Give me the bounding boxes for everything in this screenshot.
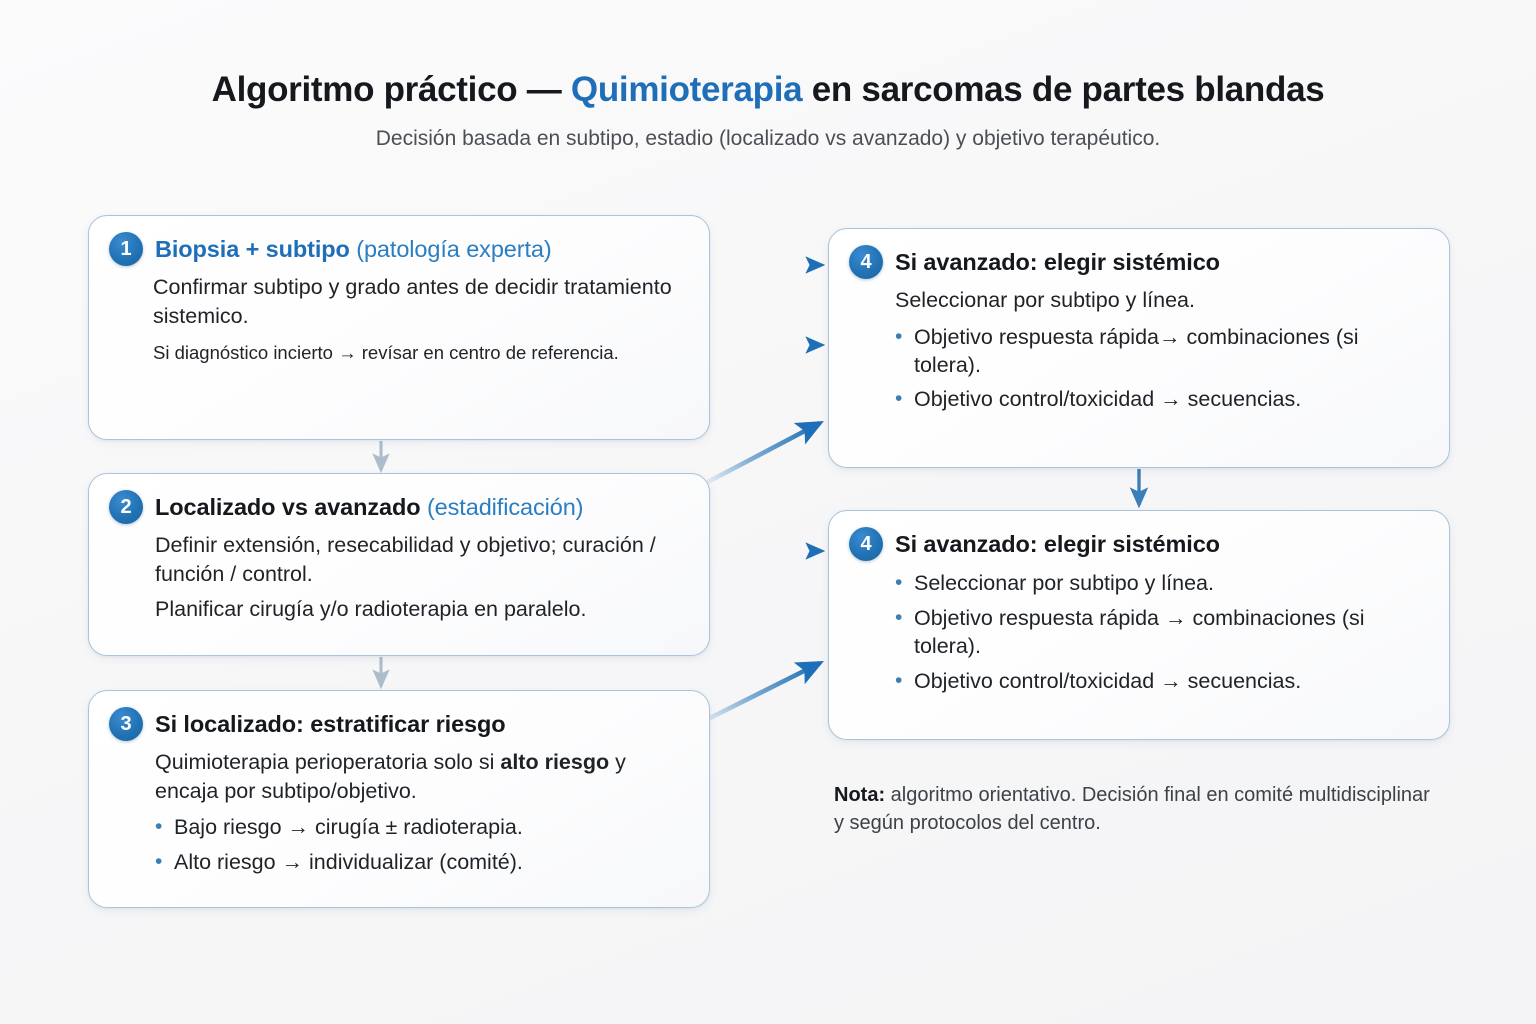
card-paragraph-1: Confirmar subtipo y grado antes de decidir tratamiento sistemico. bbox=[153, 275, 672, 328]
paragraph-text-post: y encaja por subtipo/objetivo. bbox=[155, 750, 626, 803]
card-title-parenthetical: (estadificación) bbox=[420, 493, 584, 520]
card-paragraph-1 bbox=[155, 748, 687, 805]
card-title bbox=[155, 493, 583, 521]
paragraph-text-pre: Quimioterapia perioperatoria solo si bbox=[155, 750, 501, 774]
card-header bbox=[849, 527, 1427, 561]
card-localizado-vs-avanzado[interactable] bbox=[88, 473, 710, 656]
list-item: • Objetivo respuesta rápida → combinaciones (si tolera). bbox=[895, 605, 1427, 661]
card-paragraph-1: Definir extensión, resecabilidad y objetivo; curación / función / control. bbox=[155, 533, 656, 586]
card-title-main: Localizado vs avanzado bbox=[155, 493, 421, 520]
card-body bbox=[849, 286, 1427, 414]
paragraph-text-emphasis: alto riesgo bbox=[500, 750, 610, 774]
step-badge-4: 4 bbox=[849, 245, 883, 279]
page-subtitle: Decisión basada en subtipo, estadio (localizado vs avanzado) y objetivo terapéutico. bbox=[375, 127, 1161, 151]
list-item: • Objetivo control/toxicidad → secuencias. bbox=[895, 668, 1427, 696]
card-elegir-sistemico-primary[interactable] bbox=[828, 228, 1450, 468]
card-title: Si localizado: estratificar riesgo bbox=[155, 710, 506, 737]
card-paragraph-2: Si diagnóstico incierto → revísar en centro de referencia. bbox=[153, 342, 619, 364]
title-part-1: Algoritmo práctico — bbox=[211, 70, 571, 109]
card-title-parenthetical: (patología experta) bbox=[349, 235, 552, 262]
list-item: • Bajo riesgo → cirugía ± radioterapia. bbox=[155, 814, 687, 842]
footer-note bbox=[834, 782, 1444, 837]
arrow-card2-to-card4a-diagonal bbox=[704, 423, 820, 484]
step-badge-4: 4 bbox=[849, 527, 883, 561]
card-body bbox=[849, 570, 1427, 696]
step-badge-3: 3 bbox=[109, 707, 143, 741]
card-title bbox=[155, 235, 552, 263]
title-accent-word: Quimioterapia bbox=[570, 70, 803, 109]
card-body bbox=[109, 273, 687, 365]
card-bullet-list bbox=[155, 814, 687, 877]
step-badge-1: 1 bbox=[109, 232, 143, 266]
card-body bbox=[109, 531, 687, 624]
card-title: Si avanzado: elegir sistémico bbox=[895, 248, 1220, 275]
card-body bbox=[109, 748, 687, 877]
note-text: algoritmo orientativo. Decisión final en comité multidisciplinar y según protocolos del centro. bbox=[834, 784, 1430, 834]
card-header bbox=[109, 232, 687, 266]
card-estratificar-riesgo[interactable] bbox=[88, 690, 710, 908]
title-part-2: en sarcomas de partes blandas bbox=[802, 70, 1325, 109]
card-bullet-list bbox=[895, 570, 1427, 696]
card-header bbox=[109, 490, 687, 524]
card-title-main: Biopsia + subtipo bbox=[155, 235, 350, 262]
list-item: • Alto riesgo → individualizar (comité). bbox=[155, 849, 687, 877]
page-header bbox=[0, 70, 1536, 151]
card-title: Si avanzado: elegir sistémico bbox=[895, 530, 1220, 557]
card-header bbox=[109, 707, 687, 741]
page-title bbox=[0, 70, 1536, 110]
list-item: • Objetivo control/toxicidad → secuencias. bbox=[895, 386, 1427, 414]
step-badge-2: 2 bbox=[109, 490, 143, 524]
card-paragraph-2: Planificar cirugía y/o radioterapia en paralelo. bbox=[155, 597, 587, 622]
note-label: Nota: bbox=[834, 784, 886, 806]
card-header bbox=[849, 245, 1427, 279]
arrow-card3-to-card4b-diagonal bbox=[700, 663, 820, 723]
list-item: • Objetivo respuesta rápida→ combinaciones (si tolera). bbox=[895, 324, 1427, 380]
card-bullet-list bbox=[895, 324, 1427, 415]
card-elegir-sistemico-secondary[interactable] bbox=[828, 510, 1450, 740]
card-intro-line: Seleccionar por subtipo y línea. bbox=[895, 288, 1195, 312]
list-item: • Seleccionar por subtipo y línea. bbox=[895, 570, 1427, 598]
card-biopsia-subtipo[interactable] bbox=[88, 215, 710, 440]
